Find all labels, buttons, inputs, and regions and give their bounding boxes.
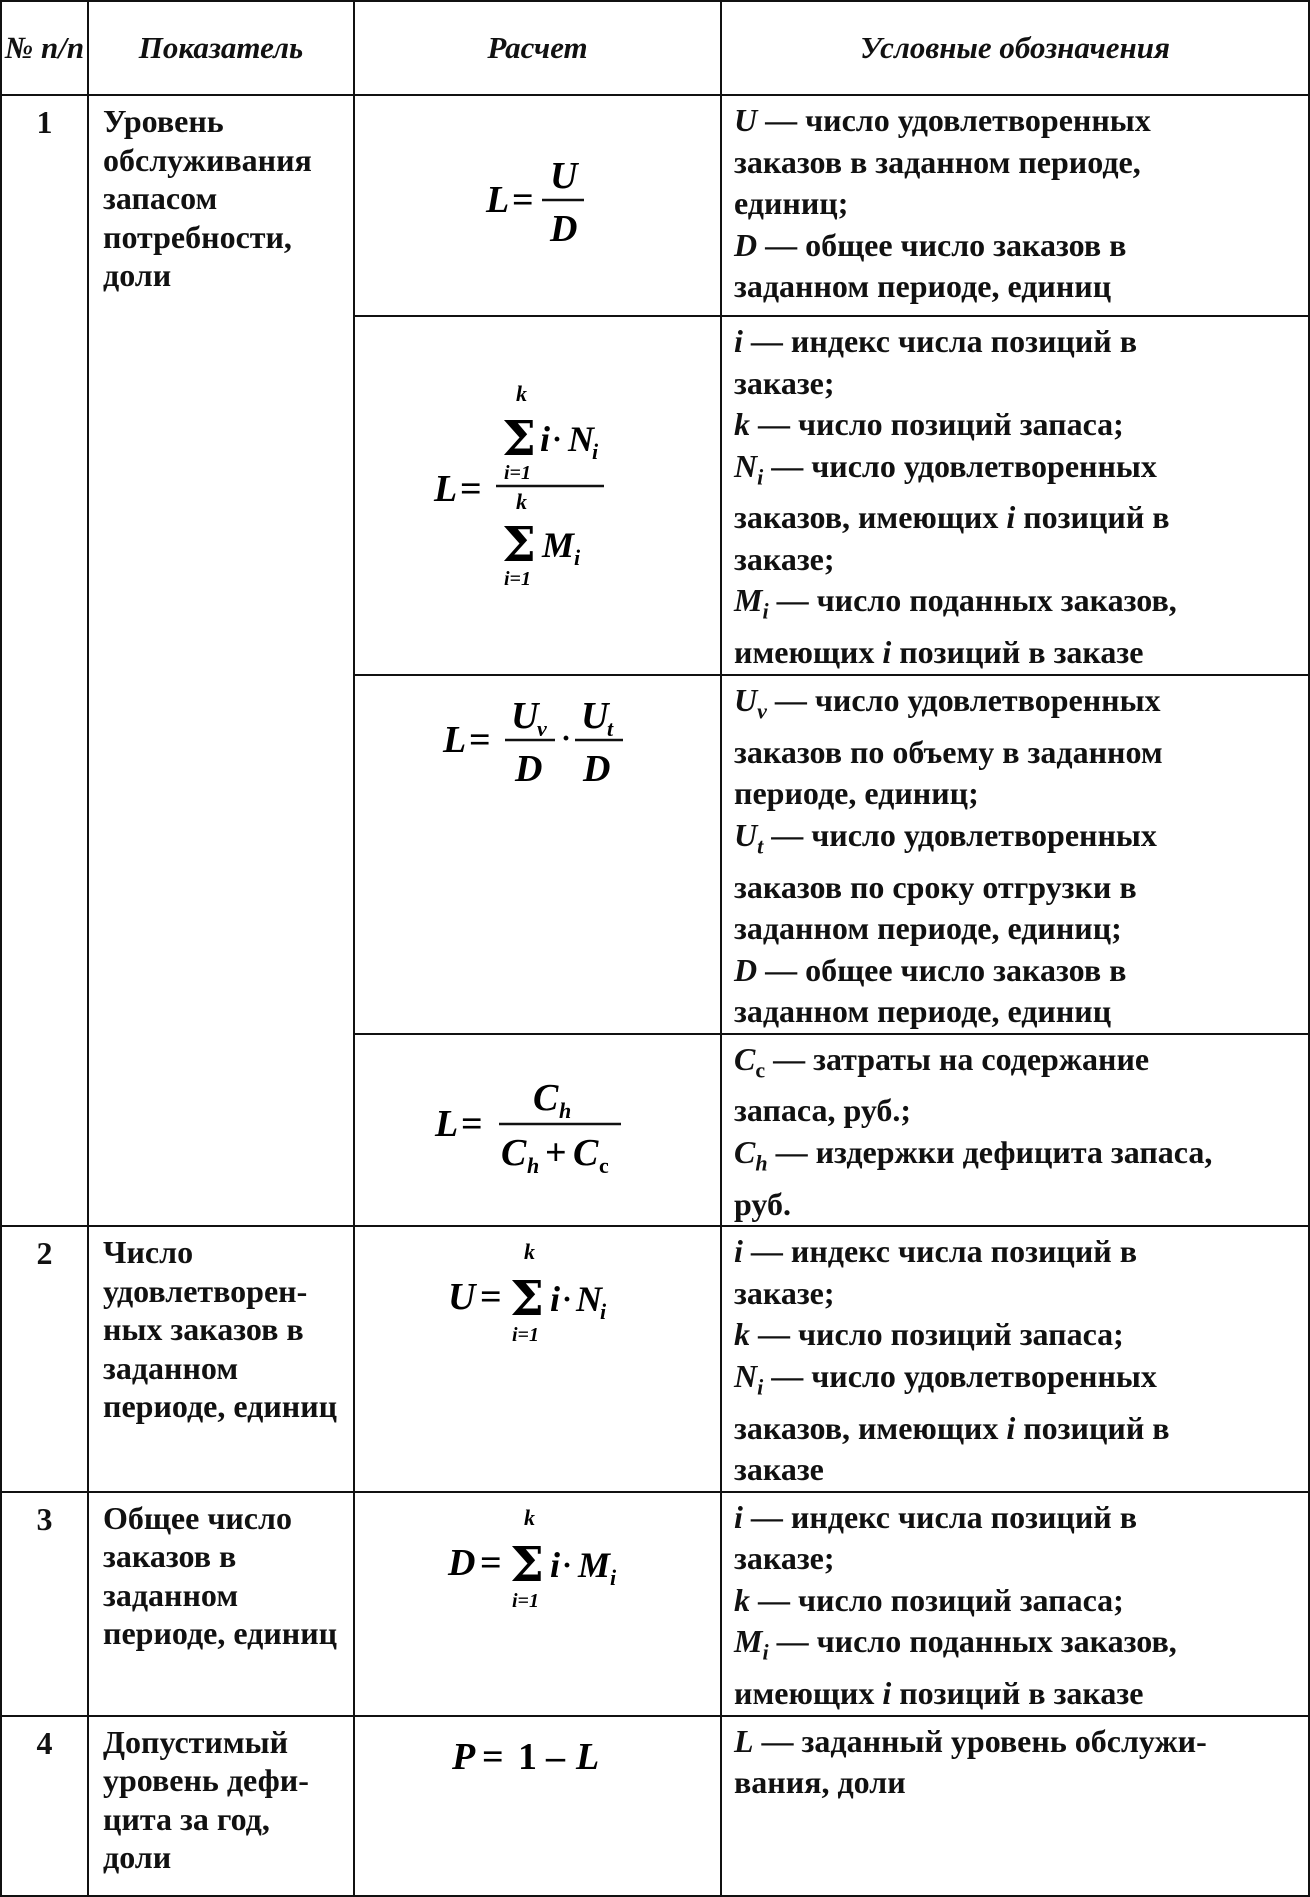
svg-text:c: c — [598, 1153, 609, 1179]
desc-line: $N_i$ — число удовлетворенных — [734, 447, 1157, 489]
formula-cell — [354, 675, 721, 1034]
svg-text:L: L — [485, 179, 509, 221]
row-number: 2 — [1, 1226, 88, 1491]
desc-line: k — число позиций запаса; — [734, 1581, 1124, 1618]
desc-line: заказе; — [734, 540, 835, 577]
svg-text:i: i — [599, 1299, 606, 1325]
svg-text:=: = — [468, 718, 491, 761]
svg-text:i: i — [573, 544, 580, 570]
table-row — [1, 1226, 1309, 1491]
desc-line: имеющих i позиций в заказе — [734, 1675, 1144, 1712]
svg-text:L: L — [442, 718, 466, 761]
svg-text:i=1: i=1 — [511, 1589, 539, 1612]
svg-text:i: i — [549, 1544, 560, 1585]
svg-text:i: i — [609, 1564, 616, 1590]
svg-text:i: i — [549, 1279, 560, 1320]
header-symbols: Условные обозначения — [721, 1, 1309, 95]
svg-text:U: U — [549, 155, 577, 197]
svg-text:L: L — [433, 467, 457, 510]
svg-text:h: h — [558, 1098, 571, 1124]
svg-text:i=1: i=1 — [503, 461, 531, 484]
description-cell — [721, 1034, 1309, 1227]
desc-line: заказов, имеющих i позиций в — [734, 1409, 1170, 1446]
desc-line: заказе; — [734, 1274, 835, 1311]
desc-line: руб. — [734, 1185, 791, 1222]
formula-cell — [354, 95, 721, 316]
desc-line: $U_v$ — число удовлетворенных — [734, 681, 1161, 724]
desc-line: вания, доли — [734, 1764, 906, 1801]
desc-line: $M_i$ — число поданных заказов, — [734, 1623, 1177, 1665]
svg-text:M: M — [577, 1544, 610, 1585]
svg-text:N: N — [575, 1279, 602, 1320]
svg-text:·: · — [561, 1283, 572, 1317]
desc-line: $C_c$ — затраты на содержание — [734, 1040, 1150, 1082]
desc-line: i — индекс числа позиций в — [734, 1498, 1137, 1535]
desc-line: D — общее число заказов в — [734, 226, 1127, 263]
svg-text:·: · — [560, 721, 571, 755]
desc-line: k — число позиций запаса; — [734, 1316, 1124, 1353]
desc-line: $U_t$ — число удовлетворенных — [734, 816, 1157, 859]
svg-text:h: h — [526, 1153, 539, 1179]
desc-line: имеющих i позиций в заказе — [734, 634, 1144, 671]
svg-text:i: i — [591, 438, 598, 464]
header-indicator: Показатель — [88, 1, 354, 95]
desc-line: периоде, единиц; — [734, 775, 979, 812]
formula-L-sum-ratio — [428, 371, 648, 611]
formula-P — [438, 1731, 638, 1781]
desc-line: L — заданный уровень обслужи- — [734, 1722, 1207, 1759]
formula-L-Ch-ratio — [423, 1070, 653, 1180]
svg-text:C: C — [532, 1077, 558, 1120]
desc-line: заданном периоде, единиц — [734, 993, 1112, 1030]
description-cell — [721, 1226, 1309, 1491]
svg-text:k: k — [523, 1506, 535, 1530]
row-number: 3 — [1, 1492, 88, 1716]
svg-text:=: = — [511, 179, 534, 221]
svg-text:=: = — [479, 1276, 502, 1319]
description-cell — [721, 95, 1309, 316]
description-cell — [721, 1492, 1309, 1716]
row-number: 1 — [1, 95, 88, 1226]
svg-text:D: D — [582, 747, 610, 790]
formula-L-U-over-D — [438, 146, 638, 256]
svg-text:C: C — [572, 1132, 598, 1175]
svg-text:i: i — [539, 418, 550, 459]
table-row — [1, 95, 1309, 316]
svg-text:=: = — [460, 1103, 483, 1146]
desc-line: $N_i$ — число удовлетворенных — [734, 1357, 1157, 1400]
desc-line: заданном периоде, единиц; — [734, 910, 1122, 947]
desc-line: $C_h$ — издержки дефицита запаса, — [734, 1133, 1213, 1176]
desc-line: запаса, руб.; — [734, 1092, 912, 1129]
desc-line: U — число удовлетворенных — [734, 102, 1151, 138]
svg-text:=: = — [481, 1735, 504, 1778]
formula-L-Uv-Ut — [423, 690, 653, 800]
desc-line: заказе — [734, 1451, 824, 1488]
formula-U-sum — [428, 1241, 648, 1361]
description-cell — [721, 316, 1309, 675]
indicator-cell: Число удовлетворен-ных заказов в заданном периоде, единиц — [88, 1226, 354, 1491]
header-calc: Расчет — [354, 1, 721, 95]
svg-text:·: · — [561, 1548, 572, 1582]
table-row — [1, 1716, 1309, 1896]
desc-line: D — общее число заказов в — [734, 951, 1127, 988]
svg-text:=: = — [479, 1541, 502, 1584]
desc-line: k — число позиций запаса; — [734, 406, 1124, 442]
svg-text:k: k — [515, 488, 527, 514]
svg-text:k: k — [523, 1241, 535, 1265]
formula-D-sum — [428, 1507, 648, 1627]
desc-line: заказов в заданном периоде, — [734, 143, 1141, 180]
formula-cell — [354, 316, 721, 675]
indicator-cell: Уровень обслуживания запасом потребности, доли — [88, 95, 354, 1226]
svg-text:1: 1 — [517, 1735, 537, 1778]
svg-text:L: L — [575, 1735, 599, 1778]
row-number: 4 — [1, 1716, 88, 1896]
desc-line: заказе; — [734, 1540, 835, 1577]
svg-text:=: = — [459, 467, 482, 510]
svg-text:M: M — [541, 524, 574, 565]
svg-text:+: + — [544, 1132, 567, 1175]
formula-cell — [354, 1226, 721, 1491]
table-row — [1, 1492, 1309, 1716]
desc-line: i — индекс числа позиций в — [734, 1233, 1137, 1270]
svg-text:U: U — [580, 694, 608, 737]
svg-text:Σ: Σ — [509, 1271, 544, 1328]
svg-text:Σ: Σ — [501, 516, 536, 573]
svg-text:D: D — [447, 1541, 475, 1584]
svg-text:C: C — [500, 1132, 526, 1175]
desc-line: i — индекс числа позиций в — [734, 323, 1137, 359]
description-cell — [721, 1716, 1309, 1896]
formula-cell — [354, 1492, 721, 1716]
indicator-cell: Допустимый уровень дефи-цита за год, доли — [88, 1716, 354, 1896]
svg-text:v: v — [536, 715, 547, 741]
header-num: № п/п — [1, 1, 88, 95]
desc-line: заданном периоде, единиц — [734, 268, 1112, 304]
svg-text:U: U — [510, 694, 538, 737]
formula-cell — [354, 1034, 721, 1227]
svg-text:k: k — [515, 380, 527, 406]
desc-line: $M_i$ — число поданных заказов, — [734, 582, 1177, 624]
indicator-cell: Общее число заказов в заданном периоде, единиц — [88, 1492, 354, 1716]
formula-cell — [354, 1716, 721, 1896]
desc-line: заказе; — [734, 364, 835, 401]
svg-text:P: P — [451, 1735, 475, 1778]
svg-text:U: U — [447, 1276, 475, 1319]
desc-line: единиц; — [734, 185, 849, 221]
desc-line: заказов, имеющих i позиций в — [734, 499, 1170, 536]
svg-text:–: – — [545, 1735, 565, 1778]
svg-text:L: L — [434, 1103, 458, 1146]
svg-text:i=1: i=1 — [511, 1324, 539, 1347]
svg-text:Σ: Σ — [501, 410, 536, 467]
svg-text:t: t — [606, 715, 613, 741]
svg-text:Σ: Σ — [509, 1536, 544, 1593]
svg-text:D: D — [549, 208, 577, 250]
svg-text:D: D — [514, 747, 542, 790]
svg-text:·: · — [551, 422, 562, 456]
svg-text:N: N — [567, 418, 594, 459]
desc-line: заказов по объему в заданном — [734, 733, 1163, 770]
svg-text:i=1: i=1 — [503, 567, 531, 590]
desc-line: заказов по сроку отгрузки в — [734, 868, 1137, 905]
description-cell — [721, 675, 1309, 1034]
